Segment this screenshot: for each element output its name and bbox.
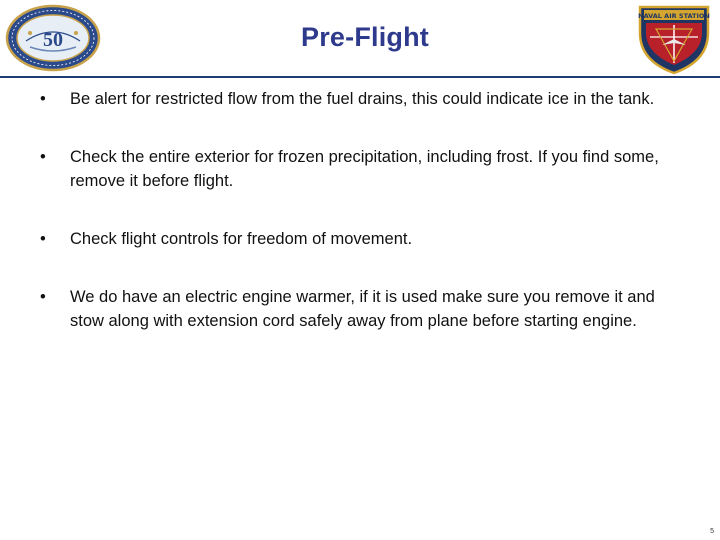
bullet-text: Check the entire exterior for frozen precipitation, including frost. If you find some, remove it before flight. bbox=[70, 148, 659, 190]
bullet-text: We do have an electric engine warmer, if it is used make sure you remove it and stow along with extension cord safely away from plane before starting engine. bbox=[70, 288, 655, 330]
seal-numeral: 50 bbox=[43, 29, 63, 51]
bullet-item bbox=[40, 145, 680, 193]
bullet-item bbox=[40, 227, 680, 251]
bullet-text: Check flight controls for freedom of movement. bbox=[70, 230, 413, 248]
bullet-dot: • bbox=[40, 148, 46, 166]
bullet-item bbox=[40, 87, 680, 111]
page-title: Pre-Flight bbox=[301, 22, 429, 52]
naval-air-station-crest-icon bbox=[636, 3, 712, 75]
header-divider bbox=[0, 76, 720, 78]
page-number: 5 bbox=[710, 528, 714, 535]
bullet-item bbox=[40, 285, 680, 333]
bullet-dot: • bbox=[40, 90, 46, 108]
bullet-dot: • bbox=[40, 288, 46, 306]
bullet-text: Be alert for restricted flow from the fuel drains, this could indicate ice in the tank. bbox=[70, 90, 655, 108]
crest-text: NAVAL AIR STATION bbox=[638, 12, 710, 20]
bullet-dot: • bbox=[40, 230, 46, 248]
bullet-list bbox=[40, 87, 680, 333]
